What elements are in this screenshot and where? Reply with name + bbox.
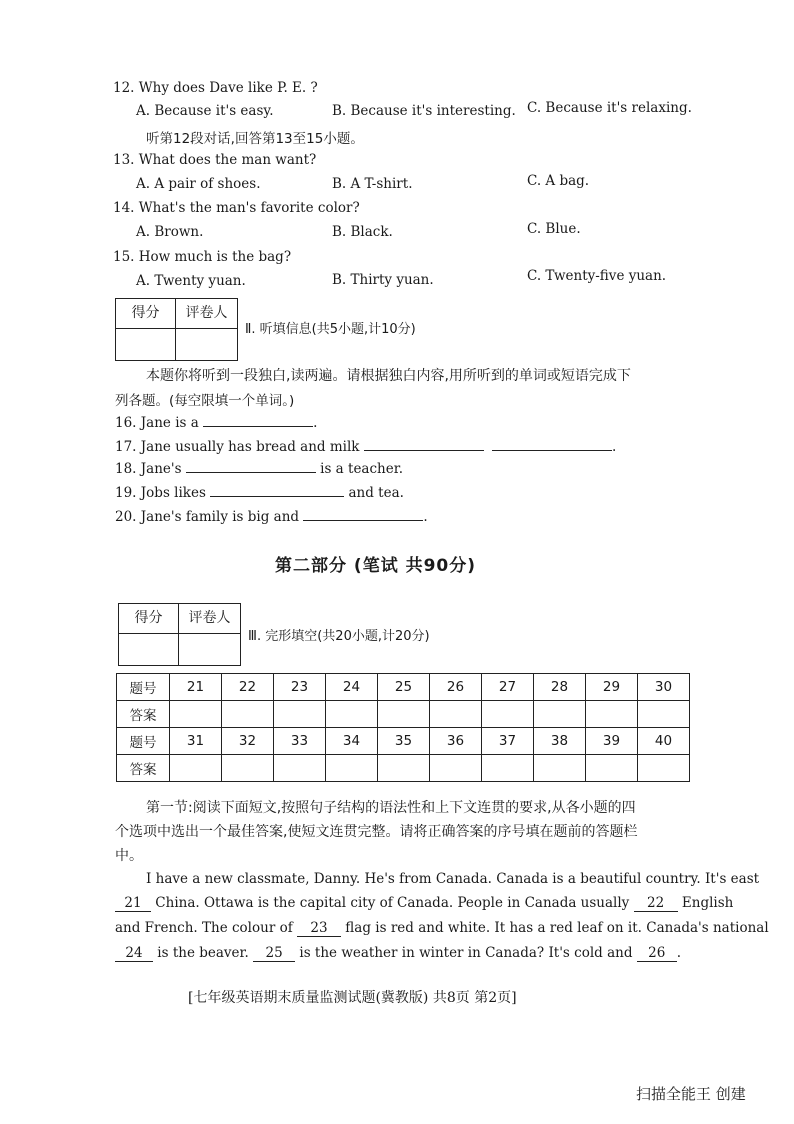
num-cell: 24 [326, 674, 378, 701]
answer-cell[interactable] [326, 701, 378, 728]
blank-22[interactable]: 22 [634, 895, 678, 912]
score-input-cell[interactable] [116, 329, 176, 360]
num-cell: 26 [430, 674, 482, 701]
passage-line-4-text: is the beaver. [157, 945, 249, 961]
grader-input-cell[interactable] [176, 329, 237, 360]
answer-cell[interactable] [534, 755, 586, 782]
item-18-blank[interactable] [186, 472, 316, 473]
page-footer: [七年级英语期末质量监测试题(冀教版) 共8页 第2页] [188, 990, 517, 1006]
num-cell: 22 [222, 674, 274, 701]
answer-cell[interactable] [482, 755, 534, 782]
section-3-instruction-line3: 中。 [115, 848, 143, 864]
row-label-ans: 答案 [117, 701, 170, 728]
question-12-option-c: C. Because it's relaxing. [527, 100, 692, 116]
num-cell: 35 [378, 728, 430, 755]
answer-table [116, 673, 690, 782]
item-20 [115, 509, 428, 525]
blank-25[interactable]: 25 [253, 945, 295, 962]
item-20-text: 20. Jane's family is big and [115, 509, 300, 525]
blank-24[interactable]: 24 [115, 945, 153, 962]
answer-cell[interactable] [638, 755, 690, 782]
answer-cell[interactable] [274, 701, 326, 728]
num-cell: 38 [534, 728, 586, 755]
num-cell: 29 [586, 674, 638, 701]
section-3-instruction-line1: 第一节:阅读下面短文,按照句子结构的语法性和上下文连贯的要求,从各小题的四 [146, 800, 636, 816]
instruction-dialogue-12: 听第12段对话,回答第13至15小题。 [146, 131, 364, 147]
item-17-blank-1[interactable] [364, 450, 484, 451]
item-18 [115, 461, 403, 477]
passage-line-2 [115, 895, 733, 912]
passage-line-4 [115, 945, 681, 962]
section-3-title: Ⅲ. 完形填空(共20小题,计20分) [248, 629, 430, 644]
item-20-blank[interactable] [303, 520, 423, 521]
answer-cell[interactable] [378, 701, 430, 728]
question-14-option-c: C. Blue. [527, 221, 581, 237]
score-box-section-3 [118, 603, 241, 666]
passage-line-3 [115, 920, 769, 937]
item-18-end: is a teacher. [320, 461, 403, 477]
passage-line-3-end: flag is red and white. It has a red leaf on it. Canada's national [345, 920, 769, 936]
answer-table-row-ans-1 [117, 701, 690, 728]
question-15-option-b: B. Thirty yuan. [332, 272, 434, 288]
question-13-stem: 13. What does the man want? [113, 152, 317, 168]
item-20-end: . [423, 509, 428, 525]
question-12-option-b: B. Because it's interesting. [332, 103, 516, 119]
answer-cell[interactable] [274, 755, 326, 782]
passage-line-3-text: and French. The colour of [115, 920, 293, 936]
num-cell: 37 [482, 728, 534, 755]
score-label: 得分 [116, 299, 176, 329]
question-14-stem: 14. What's the man's favorite color? [113, 200, 360, 216]
num-cell: 23 [274, 674, 326, 701]
num-cell: 31 [170, 728, 222, 755]
passage-line-1: I have a new classmate, Danny. He's from Canada. Canada is a beautiful country. It's east [146, 871, 760, 887]
section-2-title: Ⅱ. 听填信息(共5小题,计10分) [245, 322, 416, 337]
answer-cell[interactable] [430, 701, 482, 728]
question-15-option-a: A. Twenty yuan. [136, 273, 246, 289]
question-13-option-a: A. A pair of shoes. [136, 176, 261, 192]
answer-cell[interactable] [534, 701, 586, 728]
question-14-option-a: A. Brown. [136, 224, 204, 240]
item-19-text: 19. Jobs likes [115, 485, 206, 501]
grader-input-cell[interactable] [179, 634, 240, 665]
answer-table-row-num-2 [117, 728, 690, 755]
answer-cell[interactable] [586, 701, 638, 728]
num-cell: 32 [222, 728, 274, 755]
question-13-option-b: B. A T-shirt. [332, 176, 413, 192]
passage-line-4-end: . [676, 945, 682, 961]
num-cell: 36 [430, 728, 482, 755]
blank-26[interactable]: 26 [637, 945, 677, 962]
passage-line-4-mid: is the weather in winter in Canada? It's cold and [299, 945, 633, 961]
passage-line-2-text: China. Ottawa is the capital city of Canada. People in Canada usually [155, 895, 630, 911]
answer-cell[interactable] [638, 701, 690, 728]
blank-23[interactable]: 23 [297, 920, 341, 937]
num-cell: 27 [482, 674, 534, 701]
answer-cell[interactable] [170, 701, 222, 728]
grader-label: 评卷人 [179, 604, 240, 634]
item-16 [115, 415, 317, 431]
num-cell: 25 [378, 674, 430, 701]
answer-cell[interactable] [222, 755, 274, 782]
question-15-option-c: C. Twenty-five yuan. [527, 268, 667, 284]
item-17-end: . [612, 439, 617, 455]
question-13-option-c: C. A bag. [527, 173, 590, 189]
score-label: 得分 [119, 604, 179, 634]
passage-line-2-end: English [681, 895, 734, 911]
scanner-watermark: 扫描全能王 创建 [636, 1085, 746, 1103]
blank-21[interactable]: 21 [115, 895, 151, 912]
answer-cell[interactable] [222, 701, 274, 728]
item-17-blank-2[interactable] [492, 450, 612, 451]
num-cell: 34 [326, 728, 378, 755]
item-17 [115, 439, 616, 455]
num-cell: 40 [638, 728, 690, 755]
answer-cell[interactable] [326, 755, 378, 782]
item-19-blank[interactable] [210, 496, 344, 497]
question-14-option-b: B. Black. [332, 224, 393, 240]
item-16-text: 16. Jane is a [115, 415, 199, 431]
question-12-option-a: A. Because it's easy. [136, 103, 274, 119]
section-2-instruction-line1: 本题你将听到一段独白,读两遍。请根据独白内容,用所听到的单词或短语完成下 [146, 368, 631, 384]
answer-cell[interactable] [430, 755, 482, 782]
num-cell: 39 [586, 728, 638, 755]
answer-cell[interactable] [482, 701, 534, 728]
grader-label: 评卷人 [176, 299, 237, 329]
part-2-title: 第二部分 (笔试 共90分) [275, 556, 477, 576]
num-cell: 28 [534, 674, 586, 701]
num-cell: 30 [638, 674, 690, 701]
item-18-text: 18. Jane's [115, 461, 182, 477]
answer-cell[interactable] [378, 755, 430, 782]
row-label-num: 题号 [117, 674, 170, 701]
answer-cell[interactable] [586, 755, 638, 782]
item-19-end: and tea. [348, 485, 404, 501]
section-2-instruction-line2: 列各题。(每空限填一个单词。) [115, 393, 295, 409]
answer-cell[interactable] [170, 755, 222, 782]
num-cell: 33 [274, 728, 326, 755]
row-label-num: 题号 [117, 728, 170, 755]
item-16-end: . [313, 415, 318, 431]
answer-table-row-ans-2 [117, 755, 690, 782]
question-12-stem: 12. Why does Dave like P. E. ? [113, 80, 318, 96]
answer-table-row-num-1 [117, 674, 690, 701]
row-label-ans: 答案 [117, 755, 170, 782]
item-17-text: 17. Jane usually has bread and milk [115, 439, 360, 455]
score-box-section-2 [115, 298, 238, 361]
num-cell: 21 [170, 674, 222, 701]
item-19 [115, 485, 404, 501]
item-16-blank[interactable] [203, 426, 313, 427]
question-15-stem: 15. How much is the bag? [113, 249, 292, 265]
section-3-instruction-line2: 个选项中选出一个最佳答案,使短文连贯完整。请将正确答案的序号填在题前的答题栏 [115, 824, 638, 840]
score-input-cell[interactable] [119, 634, 179, 665]
